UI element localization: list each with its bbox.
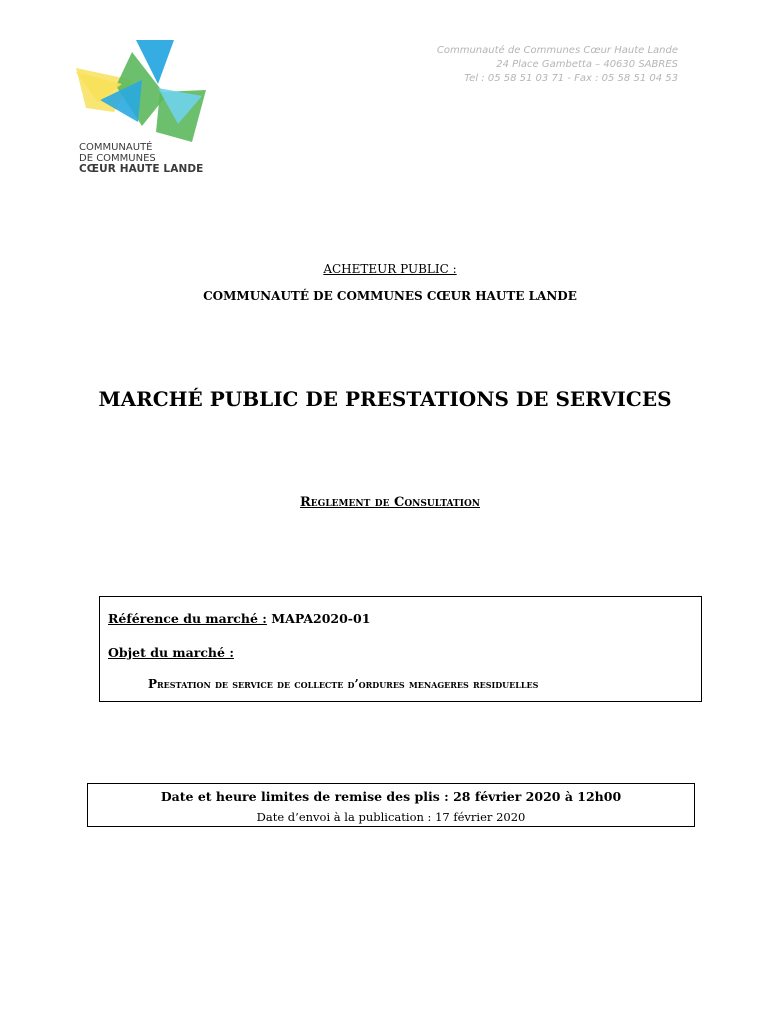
submission-deadline: Date et heure limites de remise des plis : 28 février 2020 à 12h00 [160,789,622,804]
reference-value: MAPA2020-01 [266,611,371,626]
logo-line-1: COMMUNAUTÉ [79,142,153,153]
reference-line [108,611,370,626]
address-line-3: Tel : 05 58 51 03 71 - Fax : 05 58 51 04 53 [464,73,678,84]
logo-mark [74,38,219,143]
publication-date: Date d’envoi à la publication : 17 février 2020 [256,810,526,824]
buyer-name: COMMUNAUTÉ DE COMMUNES CŒUR HAUTE LANDE [203,289,577,303]
logo [74,38,219,178]
address-line-2: 24 Place Gambetta – 40630 SABRES [496,59,678,70]
logo-text [79,142,203,175]
document-subtitle: Reglement de Consultation [299,495,481,510]
address-block [437,44,678,86]
dates-box [87,783,695,827]
logo-line-3: CŒUR HAUTE LANDE [79,163,204,175]
buyer-label: ACHETEUR PUBLIC : [323,262,457,276]
address-line-1: Communauté de Communes Cœur Haute Lande [436,45,678,56]
object-value: Prestation de service de collecte d’ordures menageres residuelles [148,677,539,691]
reference-label: Référence du marché : [108,611,267,626]
document-title: MARCHÉ PUBLIC DE PRESTATIONS DE SERVICES [98,387,672,411]
object-label: Objet du marché : [108,645,234,660]
logo-line-2: DE COMMUNES [79,153,156,164]
market-reference-box [99,596,702,702]
